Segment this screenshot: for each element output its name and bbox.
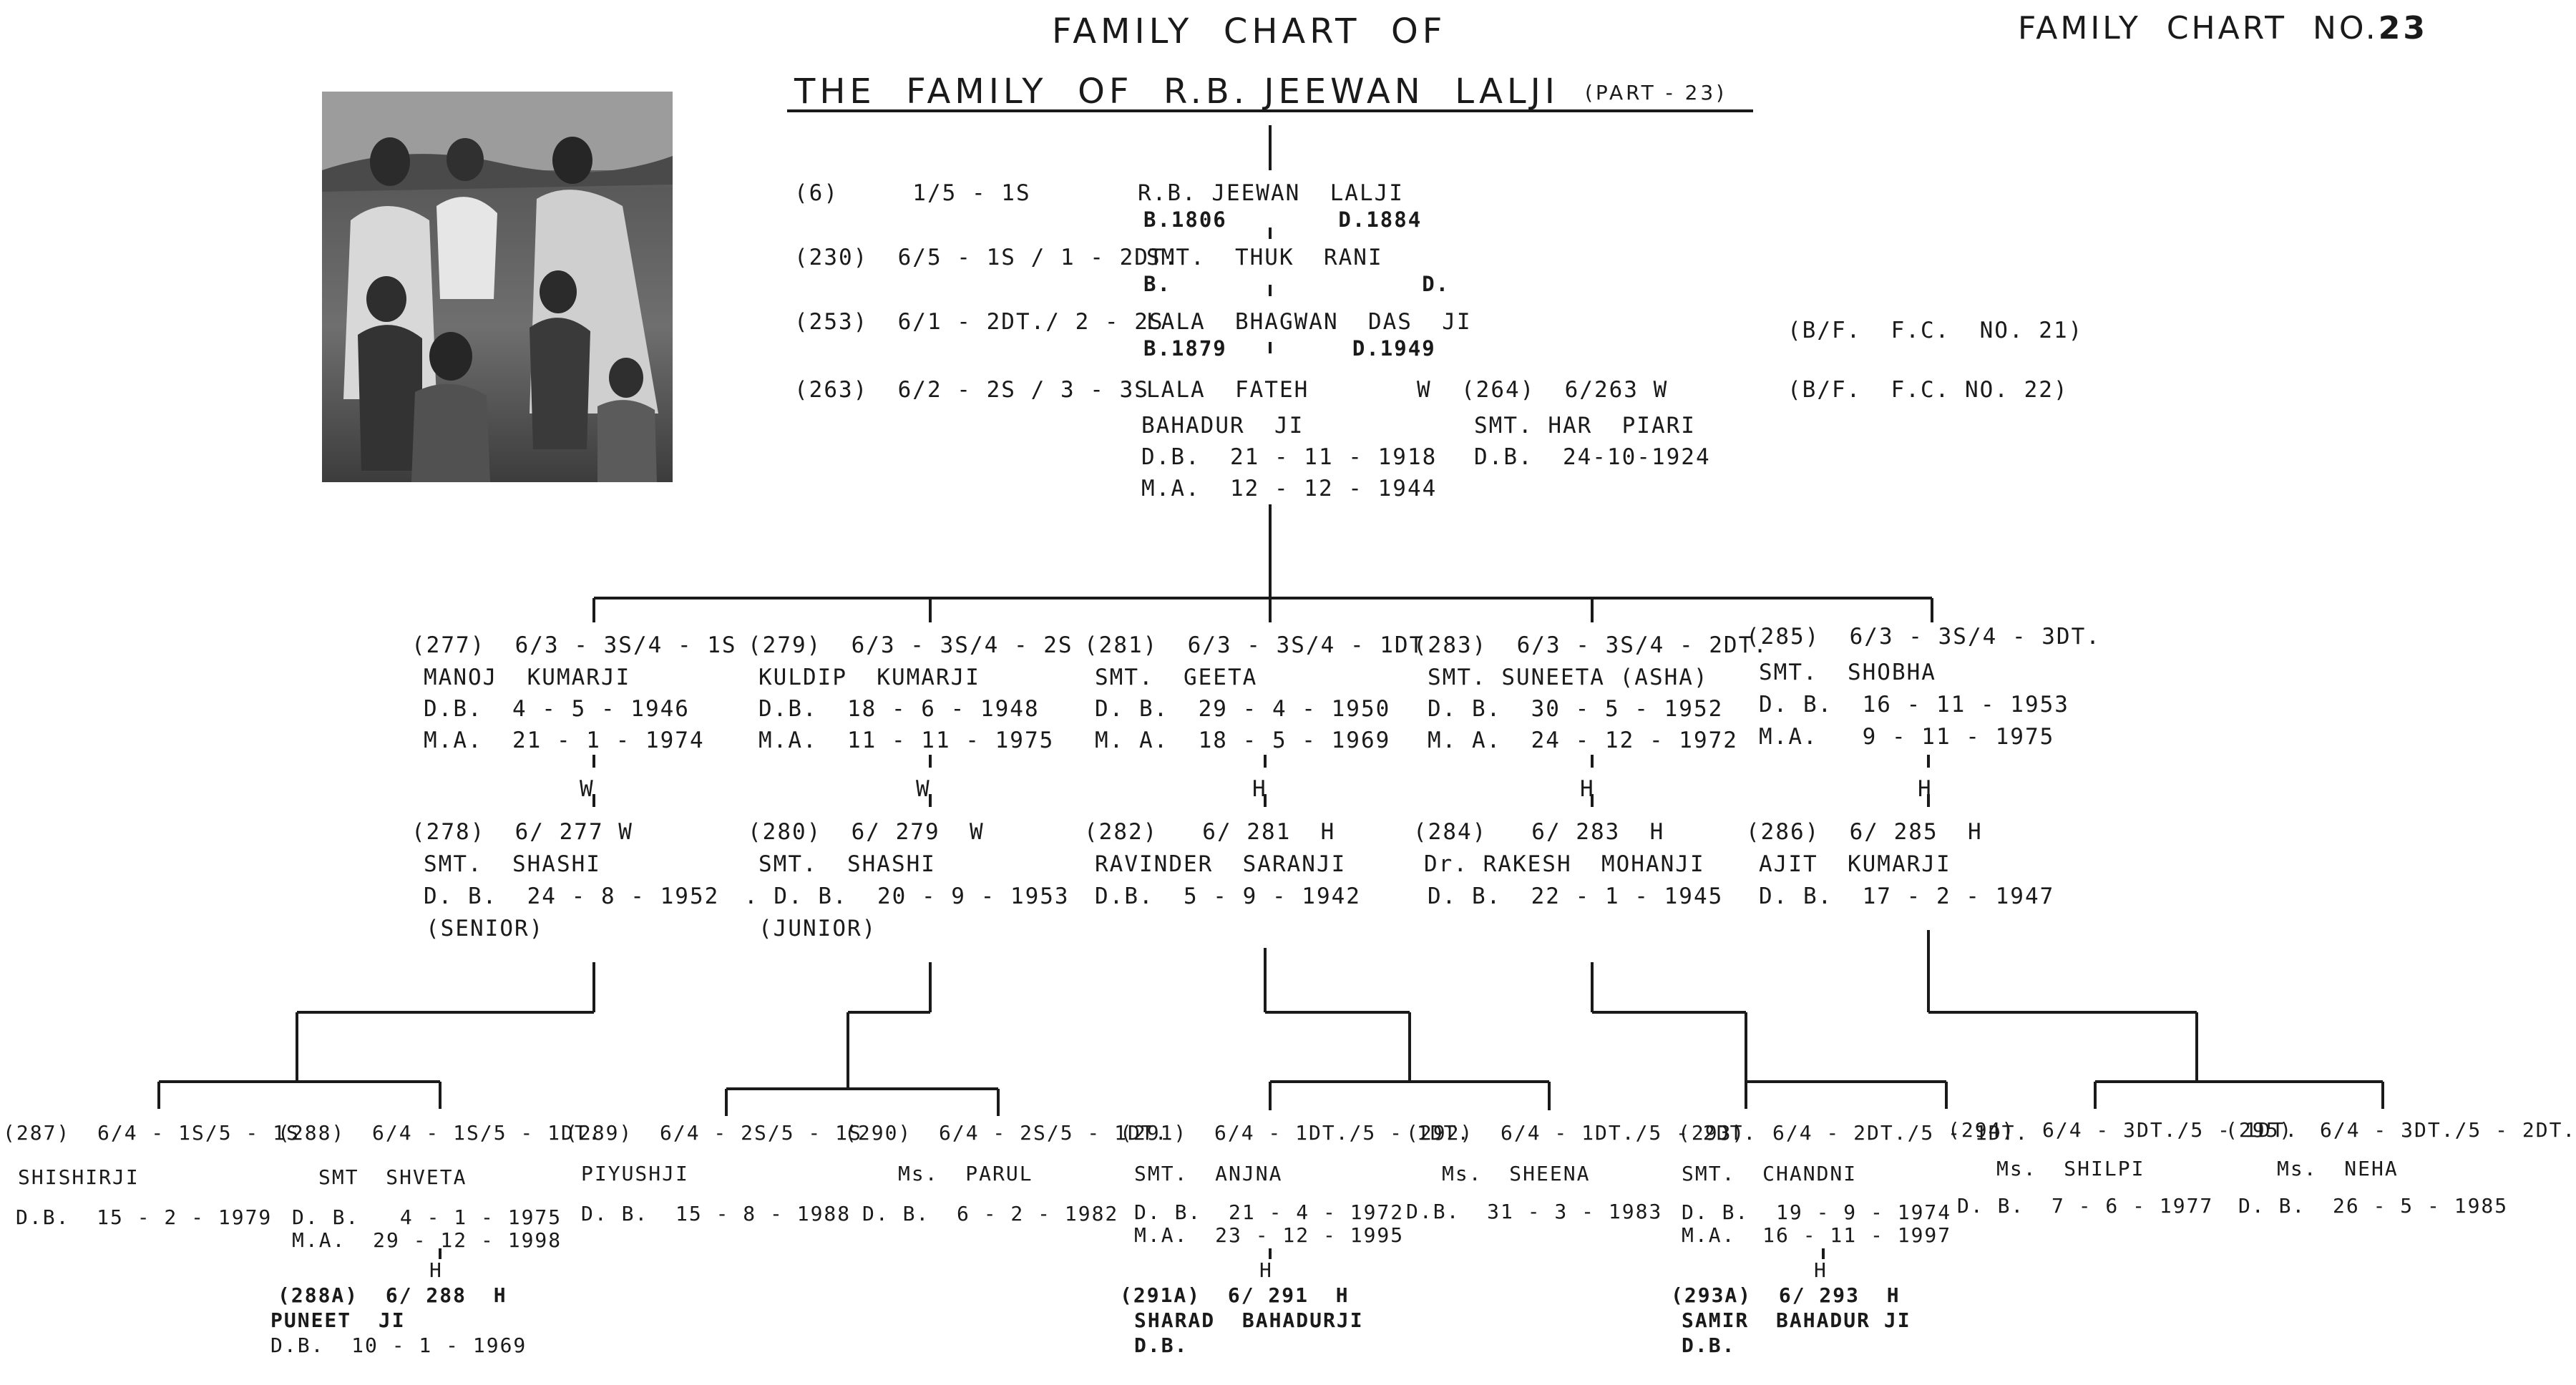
grandchild-code: (293) 6/4 - 2DT./5 - 1DT.	[1678, 1121, 2029, 1145]
spouse-code: (291A) 6/ 291 H	[1120, 1283, 1350, 1307]
grandchild-birth-date: D. B. 6 - 2 - 1982	[862, 1202, 1119, 1225]
grandchild-code: (289) 6/4 - 2S/5 - 1S	[565, 1121, 862, 1145]
child-code: (285) 6/3 - 3S/4 - 3DT.	[1746, 624, 2101, 650]
fateh-marriage-date: M.A. 12 - 12 - 1944	[1141, 476, 1438, 501]
spouse-birth-date: D.B.	[1134, 1333, 1189, 1357]
child-code: (279) 6/3 - 3S/4 - 2S	[748, 632, 1073, 658]
ancestor-name: SMT. THUK RANI	[1146, 245, 1383, 270]
spouse-name: SHARAD BAHADURJI	[1134, 1308, 1364, 1332]
child-name: SMT. SHOBHA	[1759, 660, 1936, 685]
child-marriage-date: M.A. 21 - 1 - 1974	[424, 728, 705, 753]
spouse-birth-date: D.B. 10 - 1 - 1969	[270, 1333, 527, 1357]
child-marriage-date: M.A. 11 - 11 - 1975	[758, 728, 1055, 753]
spouse-note: (JUNIOR)	[758, 916, 877, 941]
grandchild-name: Ms. NEHA	[2277, 1157, 2399, 1180]
ancestor-dates: B. D.	[1143, 272, 1450, 296]
child-marriage-date: M. A. 24 - 12 - 1972	[1428, 728, 1738, 753]
spouse-name: RAVINDER SARANJI	[1095, 851, 1347, 877]
chart-part-label: (PART - 23)	[1585, 81, 1727, 104]
spouse-code: (278) 6/ 277 W	[411, 819, 633, 845]
spouse-code: (286) 6/ 285 H	[1746, 819, 1983, 845]
ancestor-code: (263) 6/2 - 2S / 3 - 3S	[794, 377, 1149, 403]
spouse-code: (284) 6/ 283 H	[1413, 819, 1665, 845]
relation-marker: W	[916, 776, 931, 802]
grandchild-code: (287) 6/4 - 1S/5 - 1S	[3, 1121, 300, 1145]
ancestor-name: LALA BHAGWAN DAS JI	[1146, 309, 1472, 335]
spouse-name: AJIT KUMARJI	[1759, 851, 1951, 877]
spouse-code: (288A) 6/ 288 H	[278, 1283, 507, 1307]
grandchild-name: SMT. CHANDNI	[1682, 1162, 1858, 1185]
grandchild-birth-date: D.B. 15 - 2 - 1979	[16, 1205, 273, 1229]
child-birth-date: D. B. 16 - 11 - 1953	[1759, 692, 2069, 718]
spouse-name: SMT. SHASHI	[424, 851, 601, 877]
child-code: (283) 6/3 - 3S/4 - 2DT.	[1413, 632, 1768, 658]
grandchild-code: (288) 6/4 - 1S/5 - 1DT.	[278, 1121, 602, 1145]
child-birth-date: D.B. 4 - 5 - 1946	[424, 696, 690, 722]
grandchild-marriage-date: M.A. 16 - 11 - 1997	[1682, 1223, 1952, 1247]
spouse-name: SMT. SHASHI	[758, 851, 936, 877]
child-marriage-date: M. A. 18 - 5 - 1969	[1095, 728, 1391, 753]
relation-marker: H	[1259, 1258, 1273, 1282]
grandchild-birth-date: D.B. 31 - 3 - 1983	[1406, 1200, 1663, 1223]
ancestor-dates: B.1806 D.1884	[1143, 207, 1423, 232]
ancestor-dates: B.1879 D.1949	[1143, 336, 1436, 361]
spouse-name: Dr. RAKESH MOHANJI	[1424, 851, 1705, 877]
child-code: (281) 6/3 - 3S/4 - 1DT.	[1084, 632, 1439, 658]
grandchild-code: (290) 6/4 - 2S/5 - 1DT.	[844, 1121, 1169, 1145]
grandchild-birth-date: D. B. 15 - 8 - 1988	[581, 1202, 852, 1225]
child-name: SMT. SUNEETA (ASHA)	[1428, 665, 1709, 690]
spouse-note: (SENIOR)	[426, 916, 545, 941]
grandchild-birth-date: D. B. 4 - 1 - 1975	[292, 1205, 562, 1229]
spouse-code: (282) 6/ 281 H	[1084, 819, 1336, 845]
child-birth-date: D.B. 18 - 6 - 1948	[758, 696, 1040, 722]
fateh-birth-date: D.B. 21 - 11 - 1918	[1141, 444, 1438, 470]
grandchild-code: (294) 6/4 - 3DT./5 - 1DT.	[1948, 1118, 2299, 1142]
ancestor-name: LALA FATEH	[1146, 377, 1309, 403]
relation-marker: W	[580, 776, 595, 802]
relation-marker: H	[1918, 776, 1933, 802]
spouse-name: SMT. HAR PIARI	[1474, 413, 1696, 439]
spouse-birth-date: D.B. 24-10-1924	[1474, 444, 1711, 470]
grandchild-marriage-date: M.A. 29 - 12 - 1998	[292, 1228, 562, 1252]
grandchild-marriage-date: M.A. 23 - 12 - 1995	[1134, 1223, 1405, 1247]
spouse-birth-date: D. B. 22 - 1 - 1945	[1428, 884, 1724, 909]
grandchild-birth-date: D. B. 19 - 9 - 1974	[1682, 1200, 1952, 1224]
relation-marker: H	[1252, 776, 1267, 802]
grandchild-birth-date: D. B. 7 - 6 - 1977	[1957, 1194, 2214, 1218]
child-marriage-date: M.A. 9 - 11 - 1975	[1759, 724, 2055, 750]
spouse-code: (293A) 6/ 293 H	[1671, 1283, 1901, 1307]
reference-note: (B/F. F.C. NO. 21)	[1787, 318, 2084, 343]
spouse-birth-date: D.B.	[1682, 1333, 1736, 1357]
spouse-name: SAMIR BAHADUR JI	[1682, 1308, 1911, 1332]
spouse-birth-date: D.B. 5 - 9 - 1942	[1095, 884, 1361, 909]
spouse-birth-date: D. B. 17 - 2 - 1947	[1759, 884, 2055, 909]
child-birth-date: D. B. 30 - 5 - 1952	[1428, 696, 1724, 722]
spouse-birth-date: . D. B. 20 - 9 - 1953	[744, 884, 1070, 909]
ancestor-code: (253) 6/1 - 2DT./ 2 - 2S	[794, 309, 1164, 335]
fateh-name-line2: BAHADUR JI	[1141, 413, 1304, 439]
grandchild-name: Ms. SHEENA	[1442, 1162, 1591, 1185]
relation-marker: H	[1580, 776, 1595, 802]
relation-marker: H	[1814, 1258, 1828, 1282]
grandchild-code: (295) 6/4 - 3DT./5 - 2DT.	[2225, 1118, 2576, 1142]
grandchild-code: (291) 6/4 - 1DT./5 - 1DT.	[1120, 1121, 1471, 1145]
grandchild-code: (292) 6/4 - 1DT./5 - 2DT.	[1406, 1121, 1757, 1145]
reference-note: (B/F. F.C. NO. 22)	[1787, 377, 2069, 403]
child-code: (277) 6/3 - 3S/4 - 1S	[411, 632, 737, 658]
grandchild-name: Ms. PARUL	[898, 1162, 1033, 1185]
ancestor-code: (6) 1/5 - 1S	[794, 180, 1031, 206]
grandchild-birth-date: D. B. 26 - 5 - 1985	[2238, 1194, 2509, 1218]
grandchild-name: SMT. ANJNA	[1134, 1162, 1283, 1185]
chart-title-line2: THE FAMILY OF R.B. JEEWAN LALJI	[794, 72, 1559, 112]
child-name: KULDIP KUMARJI	[758, 665, 980, 690]
relation-marker: H	[429, 1258, 443, 1282]
grandchild-name: Ms. SHILPI	[1996, 1157, 2145, 1180]
spouse-code: (280) 6/ 279 W	[748, 819, 985, 845]
grandchild-name: SMT SHVETA	[318, 1165, 467, 1189]
spouse-code: W (264) 6/263 W	[1417, 377, 1669, 403]
grandchild-birth-date: D. B. 21 - 4 - 1972	[1134, 1200, 1405, 1224]
grandchild-name: SHISHIRJI	[18, 1165, 140, 1189]
chart-title-line1: FAMILY CHART OF	[1052, 11, 1447, 52]
spouse-birth-date: D. B. 24 - 8 - 1952	[424, 884, 720, 909]
ancestor-code: (230) 6/5 - 1S / 1 - 2DT.	[794, 245, 1179, 270]
grandchild-name: PIYUSHJI	[581, 1162, 689, 1185]
chart-number-label: FAMILY CHART NO.23	[2018, 10, 2428, 47]
child-birth-date: D. B. 29 - 4 - 1950	[1095, 696, 1391, 722]
ancestor-name: R.B. JEEWAN LALJI	[1138, 180, 1404, 206]
child-name: SMT. GEETA	[1095, 665, 1258, 690]
spouse-name: PUNEET JI	[270, 1308, 406, 1332]
child-name: MANOJ KUMARJI	[424, 665, 631, 690]
